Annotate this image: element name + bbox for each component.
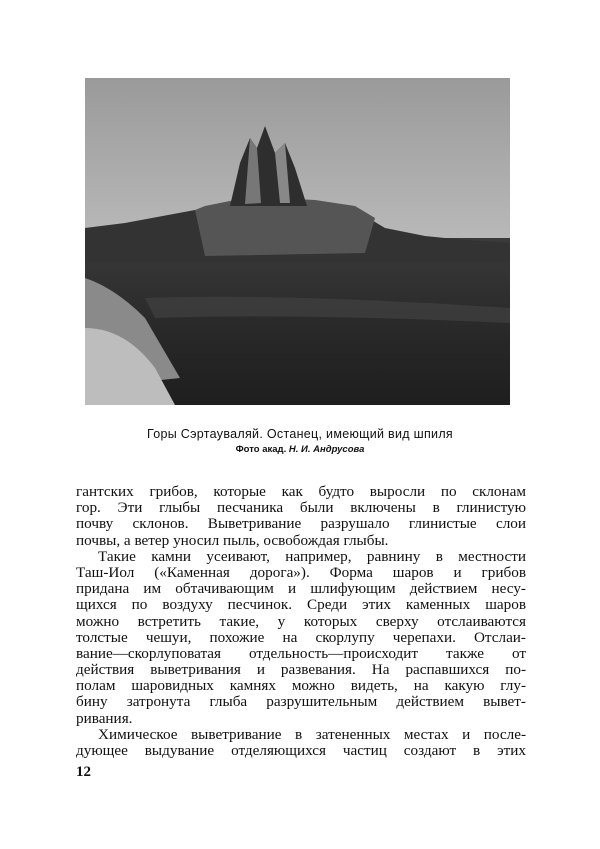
photo-credit [0, 444, 600, 455]
body-text [76, 484, 526, 759]
text-line: гантских грибов, которые как будто выросли по склонам [76, 483, 526, 500]
text-line: можно встретить такие, у которых сверху отслаиваются [76, 612, 526, 630]
text-line: бину затронута глыба разрушительным действием вывет- [76, 693, 526, 711]
credit-author: Н. И. Андрусова [288, 444, 365, 455]
text-line: придана им обтачивающим и шлифующим действием несу- [76, 580, 526, 598]
text-line: действия выветривания и развевания. На распавшихся по- [76, 661, 526, 679]
text-line: Таш-Иол («Каменная дорога»). Форма шаров и грибов [76, 563, 526, 581]
text-line: вание—скорлуповатая отдельность—происходит также от [76, 644, 526, 662]
page-number: 12 [76, 764, 91, 780]
text-line: ривания. [76, 709, 133, 727]
text-line: щихся по воздуху песчинок. Среди этих каменных шаров [76, 596, 526, 614]
text-line: Такие камни усеивают, например, равнину в местности [98, 547, 526, 565]
text-line: Химическое выветривание в затененных местах и после- [98, 725, 526, 743]
text-line: почвы, а ветер уносил пыль, освобождая глыбы. [76, 531, 389, 549]
photo-rock-spire [85, 78, 510, 405]
text-line: гор. Эти глыбы песчаника были включены в глинистую [76, 499, 526, 517]
credit-prefix: Фото акад. [235, 444, 287, 455]
figure-caption: Горы Сэртауваляй. Останец, имеющий вид шпиля [147, 427, 453, 441]
text-line: толстые чешуи, похожие на скорлупу черепахи. Отслаи- [76, 628, 526, 646]
text-line: полам шаровидных камнях можно видеть, на какую глу- [76, 677, 526, 695]
text-line: дующее выдувание отделяющихся частиц создают в этих [76, 742, 526, 759]
text-line: почву склонов. Выветривание разрушало глинистые слои [76, 515, 526, 533]
